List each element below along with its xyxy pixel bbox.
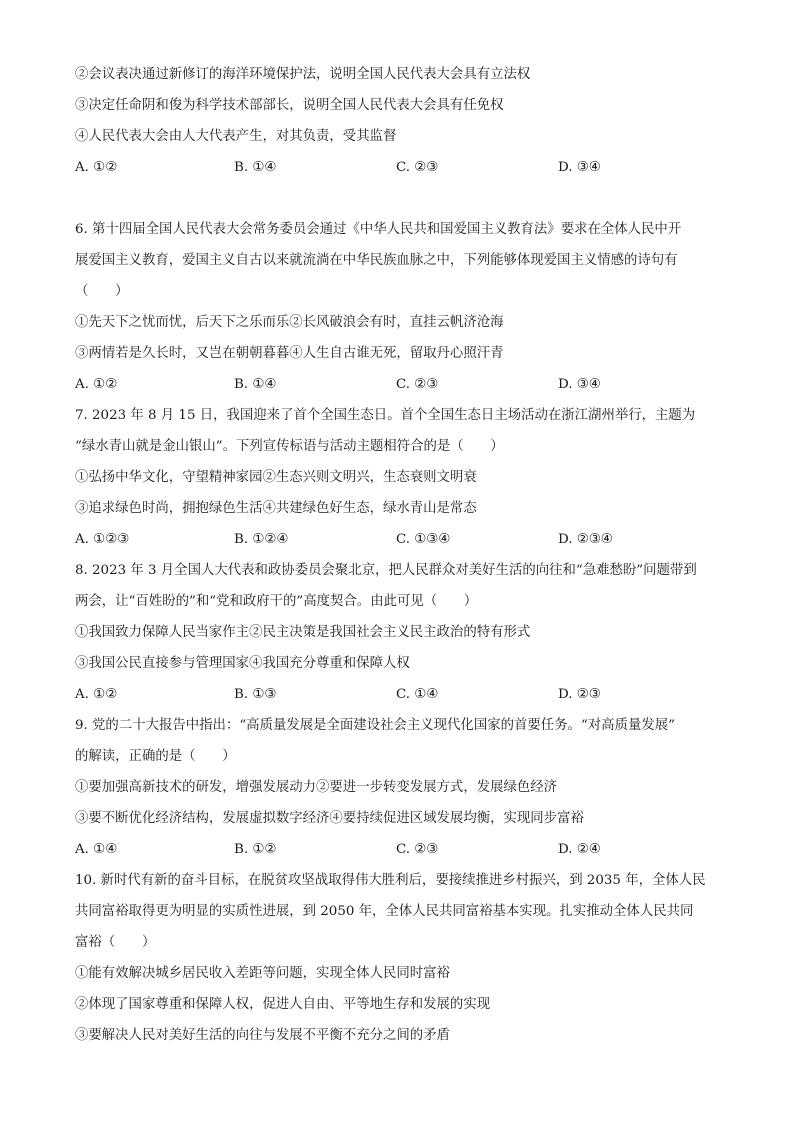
option-b: B. ①②④ (234, 532, 289, 547)
option-a: A. ①② (75, 687, 118, 702)
text-line: ③决定任命阴和俊为科学技术部部长，说明全国人民代表大会具有任免权 (75, 98, 504, 113)
text-line: ③要解决人民对美好生活的向往与发展不平衡不充分之间的矛盾 (75, 1028, 450, 1043)
question-10-stem: 共同富裕取得更为明显的实质性进展，到 2050 年，全体人民共同富裕基本实现。扎实推动全体人民共同 (75, 904, 694, 919)
question-7-stem: 7. 2023 年 8 月 15 日，我国迎来了首个全国生态日。首个全国生态日主场活动在浙江湖州举行，主题为 (75, 408, 696, 423)
text-line: ③追求绿色时尚，拥抱绿色生活④共建绿色好生态，绿水青山是常态 (75, 501, 477, 516)
option-a: A. ①②③ (75, 532, 130, 547)
text-line: ④人民代表大会由人大代表产生，对其负责，受其监督 (75, 129, 397, 144)
option-b: B. ①③ (234, 687, 277, 702)
question-7-stem: “绿水青山就是金山银山”。下列宣传标语与活动主题相符合的是（ ） (75, 439, 504, 454)
option-d: D. ③④ (558, 160, 601, 175)
option-b: B. ①② (234, 842, 277, 857)
option-d: D. ②③ (558, 687, 601, 702)
question-10-stem: 10. 新时代有新的奋斗目标，在脱贫攻坚战取得伟大胜利后，要接续推进乡村振兴，到 2035 年，全体人民 (75, 873, 706, 888)
text-line: ①先天下之忧而忧，后天下之乐而乐②长风破浪会有时，直挂云帆济沧海 (75, 315, 504, 330)
option-a: A. ①② (75, 377, 118, 392)
option-c: C. ②③ (396, 160, 439, 175)
option-b: B. ①④ (234, 377, 277, 392)
text-line: ①弘扬中华文化，守望精神家园②生态兴则文明兴，生态衰则文明衰 (75, 470, 477, 485)
text-line: ②体现了国家尊重和保障人权，促进人自由、平等地生存和发展的实现 (75, 997, 491, 1012)
text-line: ③两情若是久长时，又岂在朝朝暮暮④人生自古谁无死，留取丹心照汗青 (75, 346, 504, 361)
question-6-blank: （ ） (75, 284, 129, 299)
option-a: A. ①② (75, 160, 118, 175)
option-d: D. ②④ (558, 842, 601, 857)
text-line: ①要加强高新技术的研发，增强发展动力②要进一步转变发展方式，发展绿色经济 (75, 780, 558, 795)
option-c: C. ①③④ (396, 532, 451, 547)
text-line: ③我国公民直接参与管理国家④我国充分尊重和保障人权 (75, 656, 410, 671)
option-b: B. ①④ (234, 160, 277, 175)
question-9-stem: 的解读，正确的是（ ） (75, 749, 236, 764)
question-8-stem: 两会，让“百姓盼的”和“党和政府干的”高度契合。由此可见（ ） (75, 594, 478, 609)
option-a: A. ①④ (75, 842, 118, 857)
question-10-stem: 富裕（ ） (75, 935, 156, 950)
option-d: D. ②③④ (558, 532, 613, 547)
question-6-stem: 展爱国主义教育，爱国主义自古以来就流淌在中华民族血脉之中，下列能够体现爱国主义情感的诗句有 (75, 253, 678, 268)
text-line: ①能有效解决城乡居民收入差距等问题，实现全体人民同时富裕 (75, 966, 450, 981)
text-line: ③要不断优化经济结构，发展虚拟数字经济④要持续促进区域发展均衡，实现同步富裕 (75, 811, 584, 826)
option-c: C. ②③ (396, 377, 439, 392)
option-c: C. ②③ (396, 842, 439, 857)
option-c: C. ①④ (396, 687, 439, 702)
question-9-stem: 9. 党的二十大报告中指出：“高质量发展是全面建设社会主义现代化国家的首要任务。“对高质量发展” (75, 718, 675, 733)
text-line: ①我国致力保障人民当家作主②民主决策是我国社会主义民主政治的特有形式 (75, 625, 531, 640)
question-8-stem: 8. 2023 年 3 月全国人大代表和政协委员会聚北京，把人民群众对美好生活的向往和“急难愁盼”问题带到 (75, 563, 697, 578)
option-d: D. ③④ (558, 377, 601, 392)
question-6-stem: 6. 第十四届全国人民代表大会常务委员会通过《中华人民共和国爱国主义教育法》要求在全体人民中开 (75, 222, 682, 237)
text-line: ②会议表决通过新修订的海洋环境保护法，说明全国人民代表大会具有立法权 (75, 67, 531, 82)
